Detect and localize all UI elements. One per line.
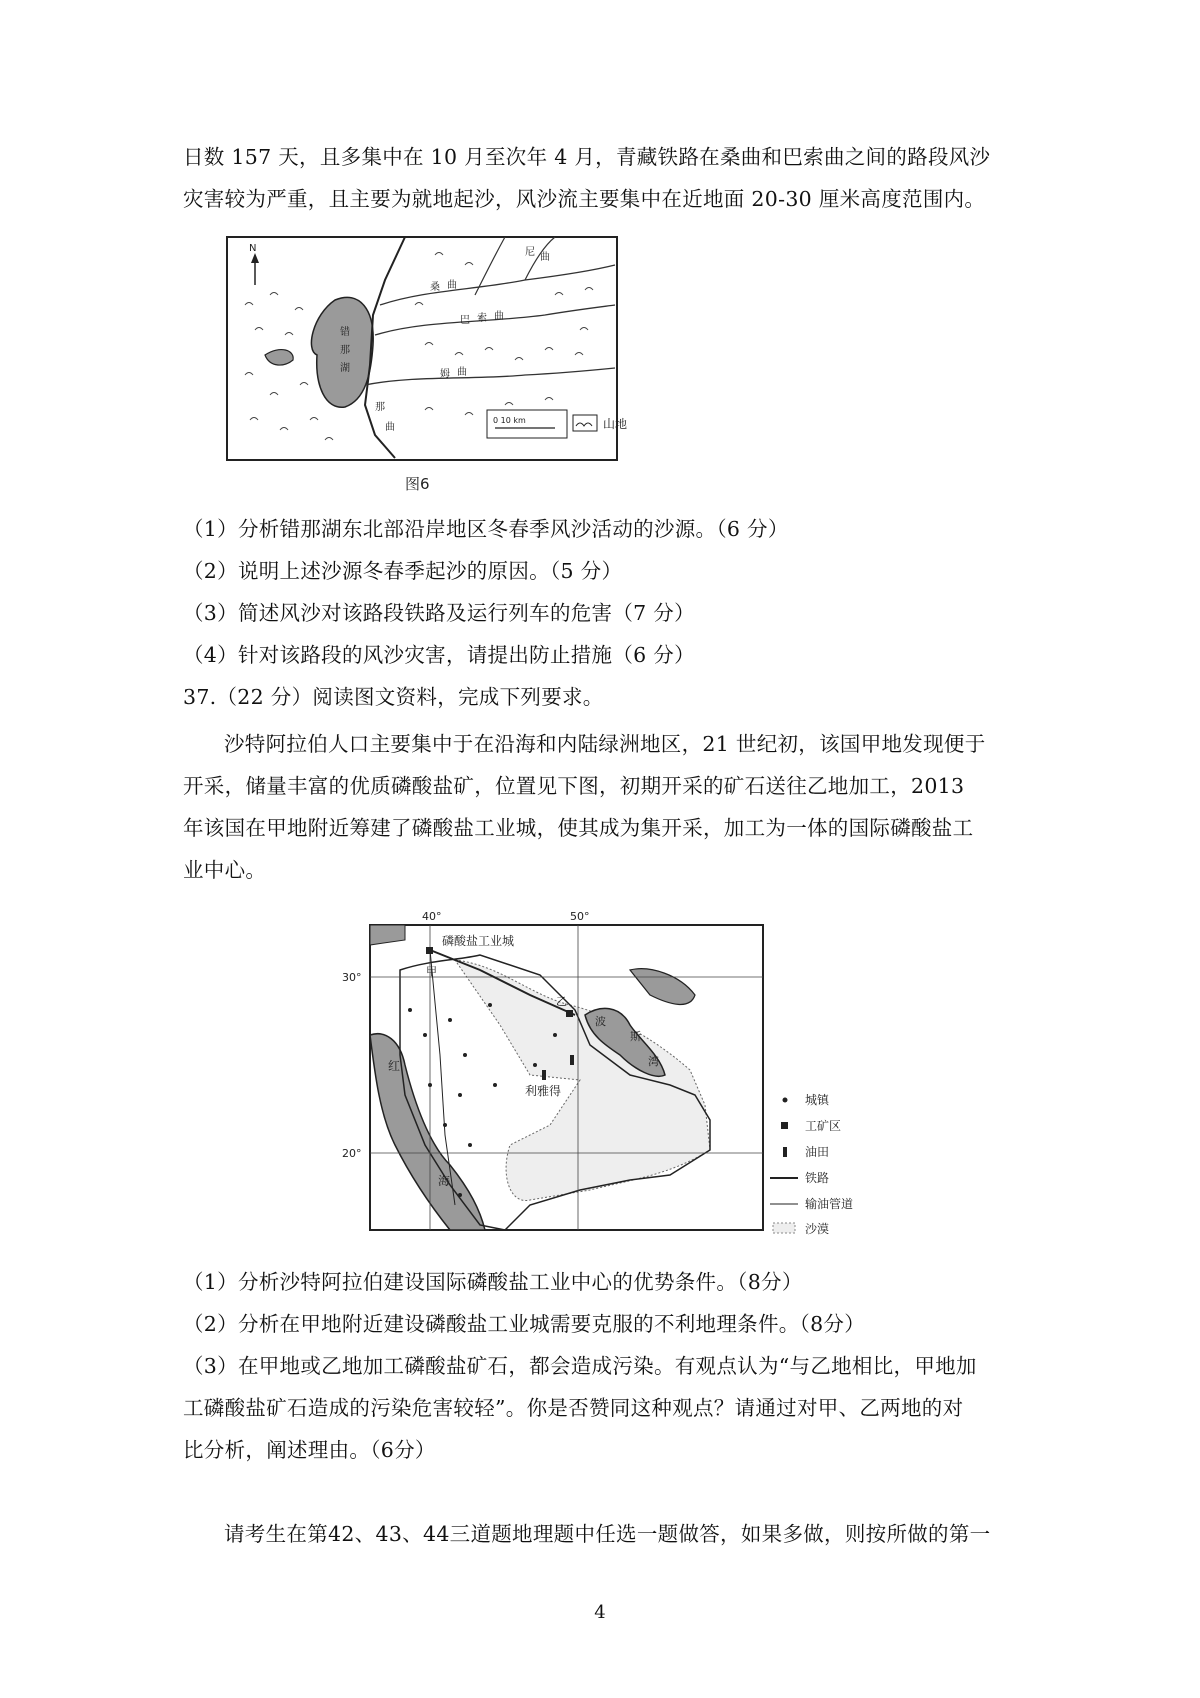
legend-label: 沙漠 [805,1222,830,1236]
place-label-si: 斯 [630,1030,641,1043]
legend-label: 工矿区 [805,1119,842,1133]
legend-label: 油田 [805,1145,830,1159]
q37-item-1: （1）分析沙特阿拉伯建设国际磷酸盐工业中心的优势条件。（8分） [183,1270,803,1294]
place-label-yi: 乙 [556,995,567,1008]
river-label: 曲 [385,422,395,433]
scale-label: 0 10 km [493,416,526,425]
q37-para-line-1: 沙特阿拉伯人口主要集中于在沿海和内陆绿洲地区，21 世纪初，该国甲地发现便于 [224,732,986,756]
river-label: 索 [477,313,487,324]
q36-item-2: （2）说明上述沙源冬春季起沙的原因。（5 分） [183,559,623,583]
oil-field-icon [542,1070,546,1080]
city-label: 磷酸盐工业城 [442,934,515,948]
legend-label: 城镇 [805,1093,830,1107]
river-label: 桑 [430,282,440,293]
q36-item-4: （4）针对该路段的风沙灾害，请提出防止措施（6 分） [183,643,695,667]
north-label: N [249,243,257,254]
mining-area-icon [566,1010,573,1017]
oil-field-icon [570,1055,574,1065]
legend-mining-icon [781,1122,788,1129]
river-label: 曲 [494,311,504,322]
place-label-sea: 海 [438,1174,451,1188]
river-label: 巴 [460,315,470,326]
river-label: 姆 [440,369,450,380]
river-label: 曲 [447,280,457,291]
intro-line-2: 灾害较为严重，且主要为就地起沙，风沙流主要集中在近地面 20-30 厘米高度范围内。 [183,187,986,211]
legend-label: 山地 [603,417,628,431]
q37-para-line-4: 业中心。 [183,858,267,882]
q36-item-1: （1）分析错那湖东北部沿岸地区冬春季风沙活动的沙源。（6 分） [183,517,789,541]
q37-para-line-3: 年该国在甲地附近筹建了磷酸盐工业城，使其成为集开采，加工为一体的国际磷酸盐工 [183,816,974,840]
q37-item-3-line-1: （3）在甲地或乙地加工磷酸盐矿石，都会造成污染。有观点认为“与乙地相比，甲地加 [183,1354,977,1378]
figure-6-map [225,235,695,500]
q37-header: 37.（22 分）阅读图文资料，完成下列要求。 [183,685,604,709]
lat-label-20: 20° [342,1147,362,1160]
q37-para-line-2: 开采，储量丰富的优质磷酸盐矿，位置见下图，初期开采的矿石送往乙地加工，2013 [183,774,965,798]
legend-city-icon [783,1098,788,1103]
lon-label-50: 50° [570,910,590,923]
intro-line-1: 日数 157 天，且多集中在 10 月至次年 4 月，青藏铁路在桑曲和巴索曲之间的路段风沙 [183,145,991,169]
place-label-jia: 甲 [426,965,437,978]
saudi-map-figure [330,905,890,1255]
legend-oil-icon [783,1147,787,1157]
river-label: 那 [375,402,385,413]
lake-label-2: 那 [340,345,350,356]
q37-item-3-line-2: 工磷酸盐矿石造成的污染危害较轻”。你是否赞同这种观点？请通过对甲、乙两地的对 [183,1396,964,1420]
legend-desert-icon [773,1223,795,1233]
q36-item-3: （3）简述风沙对该路段铁路及运行列车的危害（7 分） [183,601,695,625]
lon-label-40: 40° [422,910,442,923]
river-label: 尼 [525,247,535,258]
river-label: 曲 [457,367,467,378]
river-label: 曲 [540,252,550,263]
figure-6-svg [225,235,695,500]
place-label-red: 红 [388,1059,401,1073]
legend-label: 输油管道 [805,1197,854,1211]
saudi-map-svg [330,905,890,1255]
lake-label-3: 湖 [340,363,350,374]
legend-mountain-icon [573,415,597,431]
place-label-riyadh: 利雅得 [525,1084,562,1098]
legend-label: 铁路 [805,1171,830,1185]
saudi-map-legend [770,1092,853,1236]
lat-label-30: 30° [342,971,362,984]
lake-label-1: 错 [340,327,350,338]
figure-6-caption: 图6 [405,475,430,493]
mining-area-icon [426,947,433,954]
page-number: 4 [594,1602,606,1623]
q37-item-2: （2）分析在甲地附近建设磷酸盐工业城需要克服的不利地理条件。（8分） [183,1312,866,1336]
place-label-wan: 湾 [648,1055,659,1068]
q37-item-3-line-3: 比分析，阐述理由。（6分） [183,1438,436,1462]
place-label-bo: 波 [595,1015,606,1028]
optional-question-instruction: 请考生在第42、43、44三道题地理题中任选一题做答，如果多做，则按所做的第一 [224,1522,991,1546]
